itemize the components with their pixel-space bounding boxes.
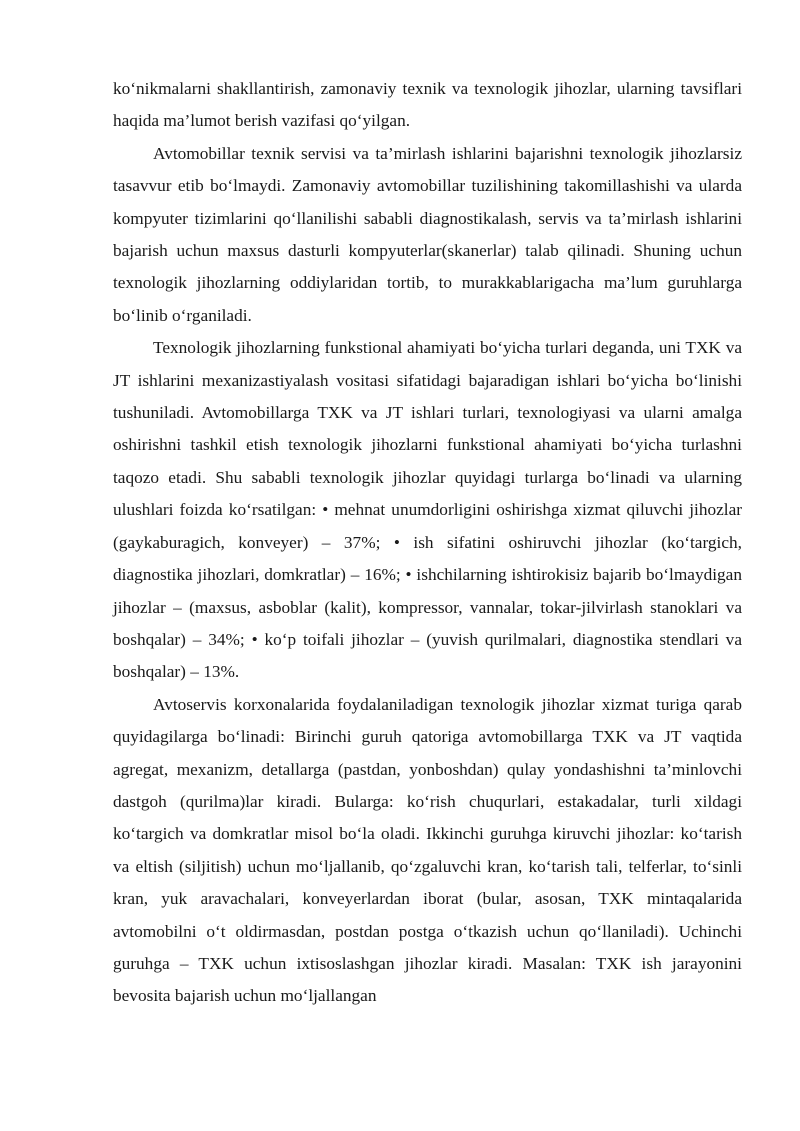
paragraph-equipment-groups: Avtoservis korxonalarida foydalaniladigan texnologik jihozlar xizmat turiga qarab quyidagilarga bo‘linadi: Birinchi guruh qatoriga avtomobillarga TXK va JT vaqtida agregat, mexanizm, detallarga (pastdan, yonboshdan) qulay yondashishni ta’minlovchi dastgoh (qurilma)lar kiradi. Bularga: ko‘rish chuqurlari, estakadalar, turli xildagi ko‘targich va domkratlar misol bo‘la oladi. Ikkinchi guruhga kiruvchi jihozlar: ko‘tarish va eltish (siljitish) uchun mo‘ljallanib, qo‘zgaluvchi kran, ko‘tarish tali, telferlar, to‘sinli kran, yuk aravachalari, konveyerlardan iborat (bular, asosan, TXK mintaqalarida avtomobilni o‘t oldirmasdan, postdan postga o‘tkazish uchun qo‘llaniladi). Uchinchi guruhga – TXK uchun ixtisoslashgan jihozlar kiradi. Masalan: TXK ish jarayonini bevosita bajarish uchun mo‘ljallangan bbox=[113, 694, 742, 1006]
paragraph-technical-service: Avtomobillar texnik servisi va ta’mirlash ishlarini bajarishni texnologik jihozlarsiz tasavvur etib bo‘lmaydi. Zamonaviy avtomobillar tuzilishining takomillashishi va ularda kompyuter tizimlarini qo‘llanilishi sababli diagnostikalash, servis va ta’mirlash ishlarini bajarish uchun maxsus dasturli kompyuterlar(skanerlar) talab qilinadi. Shuning uchun texnologik jihozlarning oddiylaridan tortib, to murakkablarigacha ma’lum guruhlarga bo‘linib o‘rganiladi. bbox=[113, 143, 742, 325]
paragraph-continuation: ko‘nikmalarni shakllantirish, zamonaviy texnik va texnologik jihozlar, ularning tavsiflari haqida ma’lumot berish vazifasi qo‘yilgan. bbox=[113, 79, 742, 131]
document-page bbox=[113, 73, 742, 1013]
paragraph-equipment-types: Texnologik jihozlarning funkstional ahamiyati bo‘yicha turlari deganda, uni TXK va JT ishlarini mexanizastiyalash vositasi sifatidagi bajaradigan ishlari bo‘yicha bo‘linishi tushuniladi. Avtomobillarga TXK va JT ishlari turlari, texnologiyasi va ularni amalga oshirishni tashkil etish texnologik jihozlarni funkstional ahamiyati bo‘yicha turlashni taqozo etadi. Shu sababli texnologik jihozlar quyidagi turlarga bo‘linadi va ularning ulushlari foizda ko‘rsatilgan: • mehnat unumdorligini oshirishga xizmat qiluvchi jihozlar (gaykaburagich, konveyer) – 37%; • ish sifatini oshiruvchi jihozlar (ko‘targich, diagnostika jihozlari, domkratlar) – 16%; • ishchilarning ishtirokisiz bajarib bo‘lmaydigan jihozlar – (maxsus, asboblar (kalit), kompressor, vannalar, tokar-jilvirlash stanoklari va boshqalar) – 34%; • ko‘p toifali jihozlar – (yuvish qurilmalari, diagnostika stendlari va boshqalar) – 13%. bbox=[113, 338, 742, 682]
